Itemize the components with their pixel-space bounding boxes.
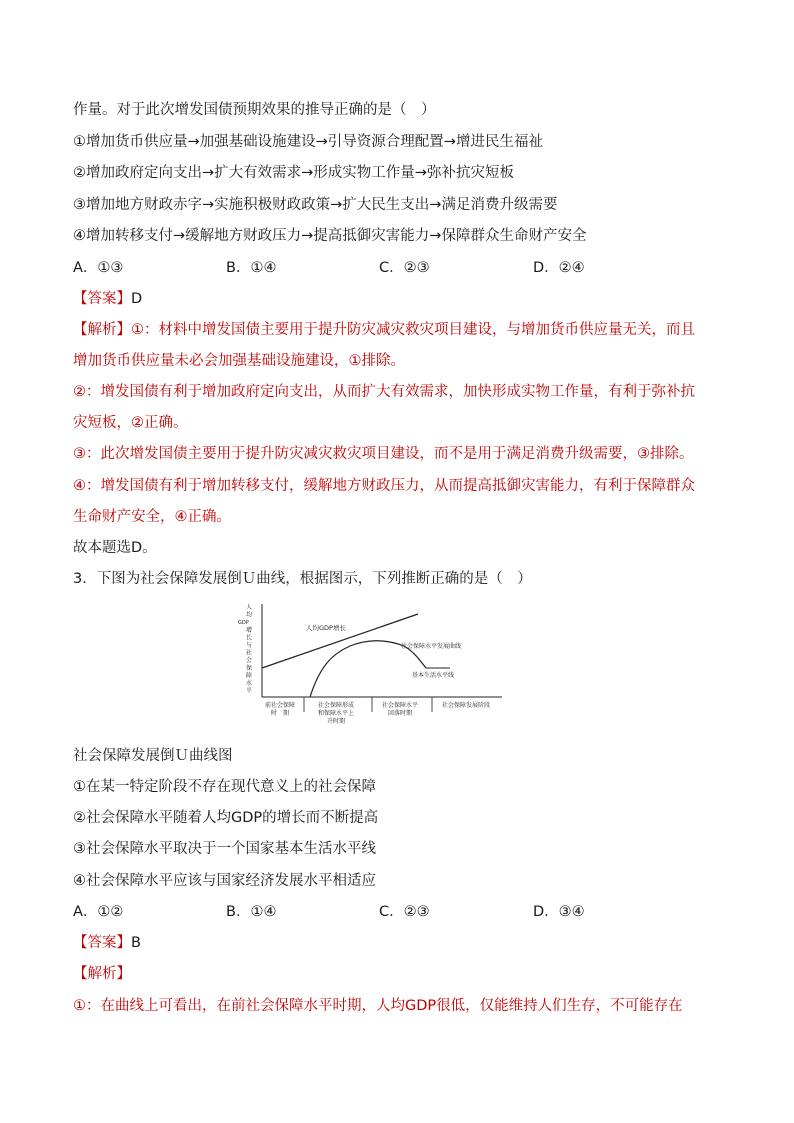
y-axis-label-char: 长 xyxy=(246,634,253,642)
stage-label: 回落时期 xyxy=(387,710,413,717)
q2-analysis-line-4: 灾短板，②正确。 xyxy=(73,415,188,431)
q3-answer xyxy=(73,933,141,953)
y-axis-label-char: 增 xyxy=(246,626,253,634)
answer-value: B xyxy=(131,935,141,951)
answer-tag: 【答案】 xyxy=(73,935,131,951)
stage-label: 前社会保障 xyxy=(264,702,296,709)
y-axis-label-char: 均 xyxy=(246,611,253,619)
q2-analysis-line-3: ②：增发国债有利于增加政府定向支出，从而扩大有效需求，加快形成实物工作量，有利于弥补抗 xyxy=(73,384,695,400)
y-axis-label-char: 保 xyxy=(246,664,253,672)
gdp-line-label: 人均GDP增长 xyxy=(306,624,346,632)
q2-analysis-line-2: 增加货币供应量未必会加强基础设施建设，①排除。 xyxy=(73,353,405,369)
y-axis-label-char: 社 xyxy=(246,649,253,657)
q3-item-1: ①在某一特定阶段不存在现代意义上的社会保障 xyxy=(73,779,376,795)
q3-item-3: ③社会保障水平取决于一个国家基本生活水平线 xyxy=(73,841,376,857)
q2-stem-tail: 作量。对于此次增发国债预期效果的推导正确的是（ ） xyxy=(73,102,436,118)
q3-analysis-line-1: ①：在曲线上可看出，在前社会保障水平时期，人均GDP很低，仅能维持人们生存，不可能存在 xyxy=(73,998,683,1014)
q3-item-4: ④社会保障水平应该与国家经济发展水平相适应 xyxy=(73,873,376,889)
q3-option-d: D．③④ xyxy=(533,904,585,920)
y-axis-label-char: 水 xyxy=(246,680,253,687)
q2-option-b: B．①④ xyxy=(226,260,277,276)
analysis-tag: 【解析】 xyxy=(73,322,131,338)
stage-label: 升时期 xyxy=(326,718,346,725)
y-axis-label-char: GDP xyxy=(238,620,249,627)
answer-value: D xyxy=(131,291,143,307)
q2-analysis-line-1: 【解析】①：材料中增发国债主要用于提升防灾减灾救灾项目建设，与增加货币供应量无关，而且 xyxy=(73,322,695,338)
q3-figure-caption: 社会保障发展倒Ｕ曲线图 xyxy=(73,748,233,764)
stage-label: 社会保障水平 xyxy=(381,702,419,709)
y-axis-label-char: 人 xyxy=(246,604,253,611)
q3-stem: 3．下图为社会保障发展倒Ｕ曲线，根据图示，下列推断正确的是（ ） xyxy=(73,571,532,587)
q2-analysis-line-7: 生命财产安全，④正确。 xyxy=(73,509,231,525)
baseline-label: 基本生活水平线 xyxy=(412,672,455,679)
stage-label: 时 期 xyxy=(270,710,290,717)
q3-option-b: B．①④ xyxy=(226,904,277,920)
q2-option-a: A．①③ xyxy=(73,260,124,276)
y-axis-label-char: 会 xyxy=(246,657,253,665)
q2-conclusion: 故本题选D。 xyxy=(73,540,157,556)
q2-answer xyxy=(73,289,142,309)
q3-item-2: ②社会保障水平随着人均GDP的增长而不断提高 xyxy=(73,810,379,826)
answer-tag: 【答案】 xyxy=(73,291,131,307)
stage-label: 社会保障发展阶段 xyxy=(441,702,491,709)
q2-item-1: ①增加货币供应量→加强基础设施建设→引导资源合理配置→增进民生福祉 xyxy=(73,134,543,150)
y-axis-label-char: 与 xyxy=(246,642,253,649)
inverted-u-curve-figure xyxy=(236,596,506,736)
y-axis-label-char: 障 xyxy=(246,672,253,680)
q2-item-2: ②增加政府定向支出→扩大有效需求→形成实物工作量→弥补抗灾短板 xyxy=(73,165,514,181)
figure-stage-labels xyxy=(265,701,490,725)
q2-option-c: C．②③ xyxy=(379,260,430,276)
q2-option-d: D．②④ xyxy=(533,260,585,276)
figure-y-axis-label xyxy=(238,603,252,695)
q3-option-a: A．①② xyxy=(73,904,124,920)
q2-analysis-line-6: ④：增发国债有利于增加转移支付，缓解地方财政压力，从而提高抵御灾害能力，有利于保障群众 xyxy=(73,478,695,494)
curve-label: 社会保障水平发展曲线 xyxy=(401,643,462,650)
q3-analysis-tag: 【解析】 xyxy=(73,966,131,982)
q2-analysis-line-5: ③：此次增发国债主要用于提升防灾减灾救灾项目建设，而不是用于满足消费升级需要，③排除。 xyxy=(73,446,694,462)
gdp-growth-line xyxy=(262,614,418,668)
q3-option-c: C．②③ xyxy=(379,904,430,920)
stage-label: 和保障水平上 xyxy=(317,710,355,717)
q2-item-3: ③增加地方财政赤字→实施积极财政政策→扩大民生支出→满足消费升级需要 xyxy=(73,197,558,213)
q2-item-4: ④增加转移支付→缓解地方财政压力→提高抵御灾害能力→保障群众生命财产安全 xyxy=(73,228,587,244)
y-axis-label-char: 平 xyxy=(246,687,253,695)
stage-label: 社会保障形成 xyxy=(317,702,355,709)
